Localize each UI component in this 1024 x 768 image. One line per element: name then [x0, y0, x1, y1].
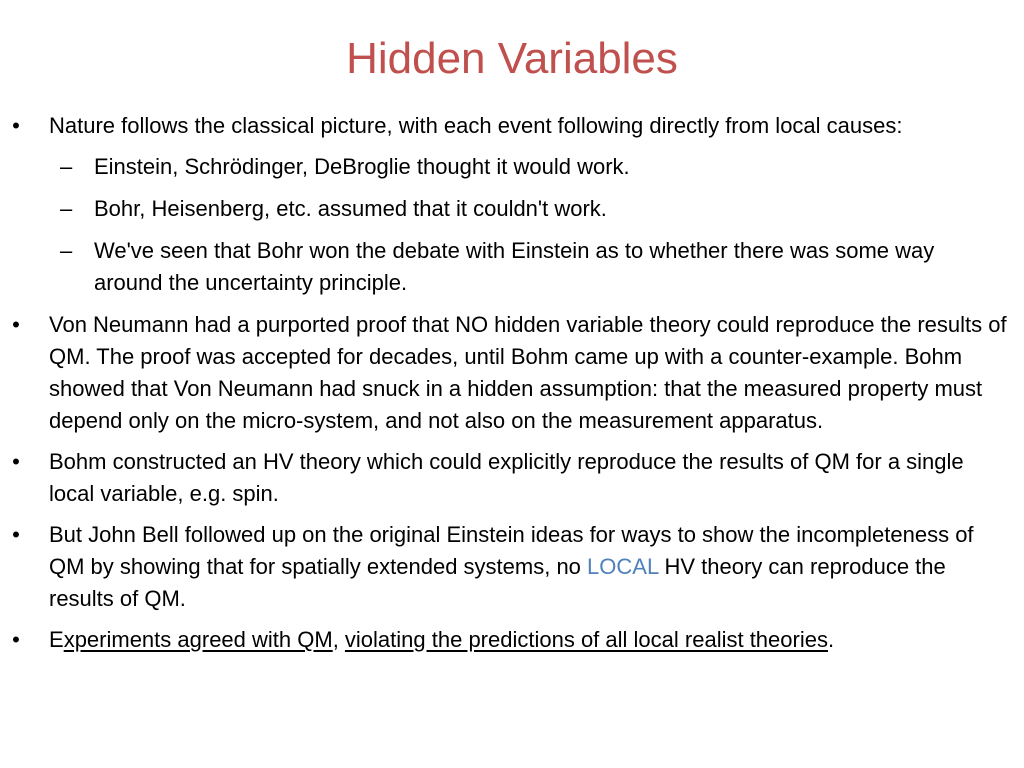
local-highlight: LOCAL	[587, 554, 659, 579]
violations-link[interactable]: violating the predictions of all local realist theories	[344, 627, 828, 652]
bullet-text: Bohm constructed an HV theory which could explicitly reproduce the results of QM for a single local variable, e.g. spin.	[49, 449, 964, 506]
separator-text: ,	[332, 627, 345, 652]
bullet-text	[49, 519, 1012, 615]
bullet-icon: •	[12, 449, 20, 474]
bullet-icon: •	[12, 522, 20, 547]
sub-bullet-text: Einstein, Schrödinger, DeBroglie thought it would work.	[94, 154, 630, 179]
dash-icon: –	[60, 196, 73, 221]
dash-icon: –	[60, 238, 73, 263]
sub-bullet-item	[0, 235, 1024, 299]
bullet-icon: •	[12, 627, 20, 652]
bullet-item	[0, 309, 1024, 437]
period-text: .	[827, 627, 835, 652]
bullet-item	[0, 446, 1024, 510]
bullet-icon: •	[12, 113, 20, 138]
experiments-link[interactable]: xperiments agreed with QM	[63, 627, 333, 652]
bell-text-start: But John Bell followed up on the original Einstein ideas for ways to show the incompleteness of QM by showing that for spatially extended systems, no	[49, 522, 974, 579]
sub-bullet-item	[0, 151, 1024, 183]
slide-title: Hidden Variables	[346, 34, 678, 83]
sub-bullet-item	[0, 193, 1024, 225]
sub-bullet-text: Bohr, Heisenberg, etc. assumed that it couldn't work.	[94, 196, 607, 221]
slide-body	[0, 110, 1024, 665]
bullet-text: Nature follows the classical picture, with each event following directly from local causes:	[49, 113, 903, 138]
bullet-text	[49, 624, 1012, 656]
bell-text-end: HV theory can reproduce the results of QM.	[49, 554, 946, 611]
bullet-text: Von Neumann had a purported proof that NO hidden variable theory could reproduce the results of QM. The proof was accepted for decades, until Bohm came up with a counter-example. Bohm showed that Von Neumann had snuck in a hidden assumption: that the measured property must depend only on the micro-system, and not also on the measurement apparatus.	[49, 312, 1007, 433]
bullet-item	[0, 110, 1024, 142]
bullet-item	[0, 624, 1024, 656]
bullet-icon: •	[12, 312, 20, 337]
sub-bullet-text: We've seen that Bohr won the debate with Einstein as to whether there was some way around the uncertainty principle.	[94, 238, 935, 295]
dash-icon: –	[60, 154, 73, 179]
experiments-lead: E	[49, 627, 64, 652]
bullet-item	[0, 519, 1024, 615]
